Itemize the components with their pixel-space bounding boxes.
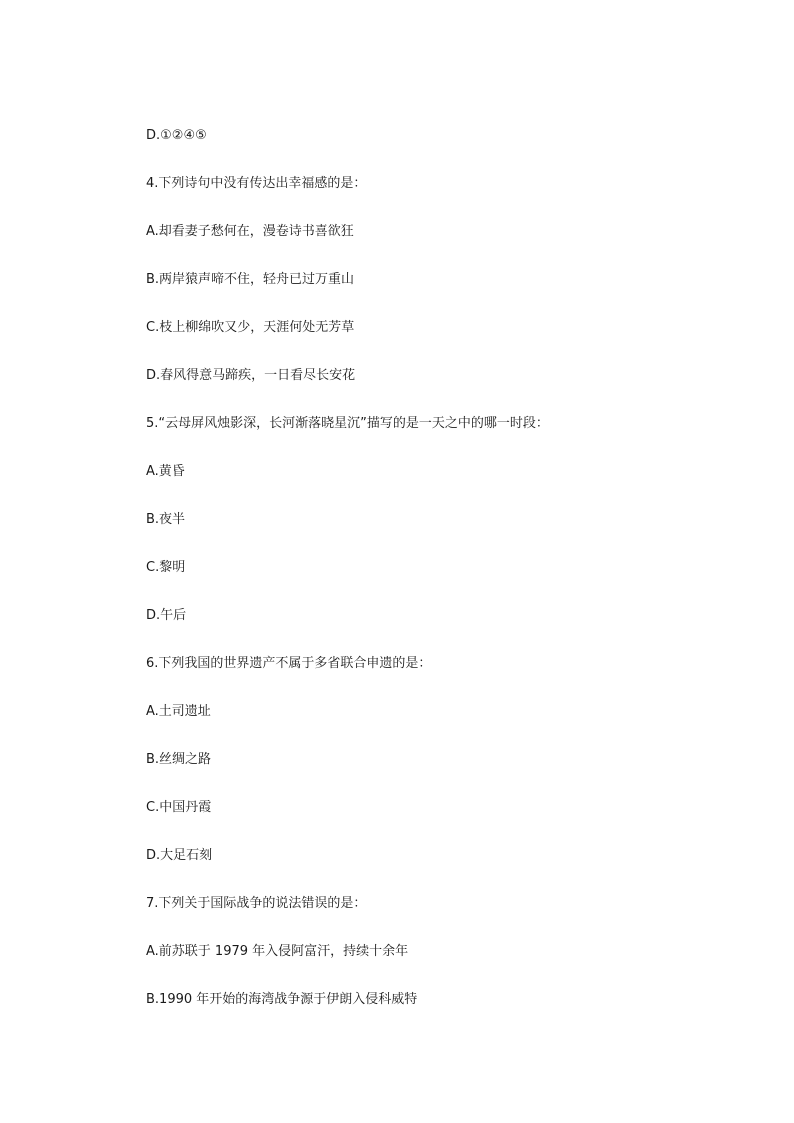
q3-option-d: D.①②④⑤ <box>146 128 207 143</box>
q6-option-c: C.中国丹霞 <box>146 800 212 815</box>
q5-option-c: C.黎明 <box>146 560 186 575</box>
q4-option-a: A.却看妻子愁何在，漫卷诗书喜欲狂 <box>146 224 354 239</box>
q4-option-b: B.两岸猿声啼不住，轻舟已过万重山 <box>146 272 355 287</box>
q7-option-a: A.前苏联于 1979 年入侵阿富汗，持续十余年 <box>146 944 409 959</box>
q6-option-d: D.大足石刻 <box>146 848 213 863</box>
q6-option-a: A.土司遗址 <box>146 704 211 719</box>
q4-option-c: C.枝上柳绵吹又少，天涯何处无芳草 <box>146 320 355 335</box>
q5-question: 5.“云母屏风烛影深，长河渐落晓星沉”描写的是一天之中的哪一时段： <box>146 416 549 431</box>
q7-option-b: B.1990 年开始的海湾战争源于伊朗入侵科威特 <box>146 992 418 1007</box>
q5-option-d: D.午后 <box>146 608 187 623</box>
q4-question: 4.下列诗句中没有传达出幸福感的是： <box>146 176 367 191</box>
q5-option-a: A.黄昏 <box>146 464 185 479</box>
q7-question: 7.下列关于国际战争的说法错误的是： <box>146 896 367 911</box>
q6-option-b: B.丝绸之路 <box>146 752 212 767</box>
q4-option-d: D.春风得意马蹄疾，一日看尽长安花 <box>146 368 356 383</box>
q6-question: 6.下列我国的世界遗产不属于多省联合申遗的是： <box>146 656 432 671</box>
q5-option-b: B.夜半 <box>146 512 186 527</box>
